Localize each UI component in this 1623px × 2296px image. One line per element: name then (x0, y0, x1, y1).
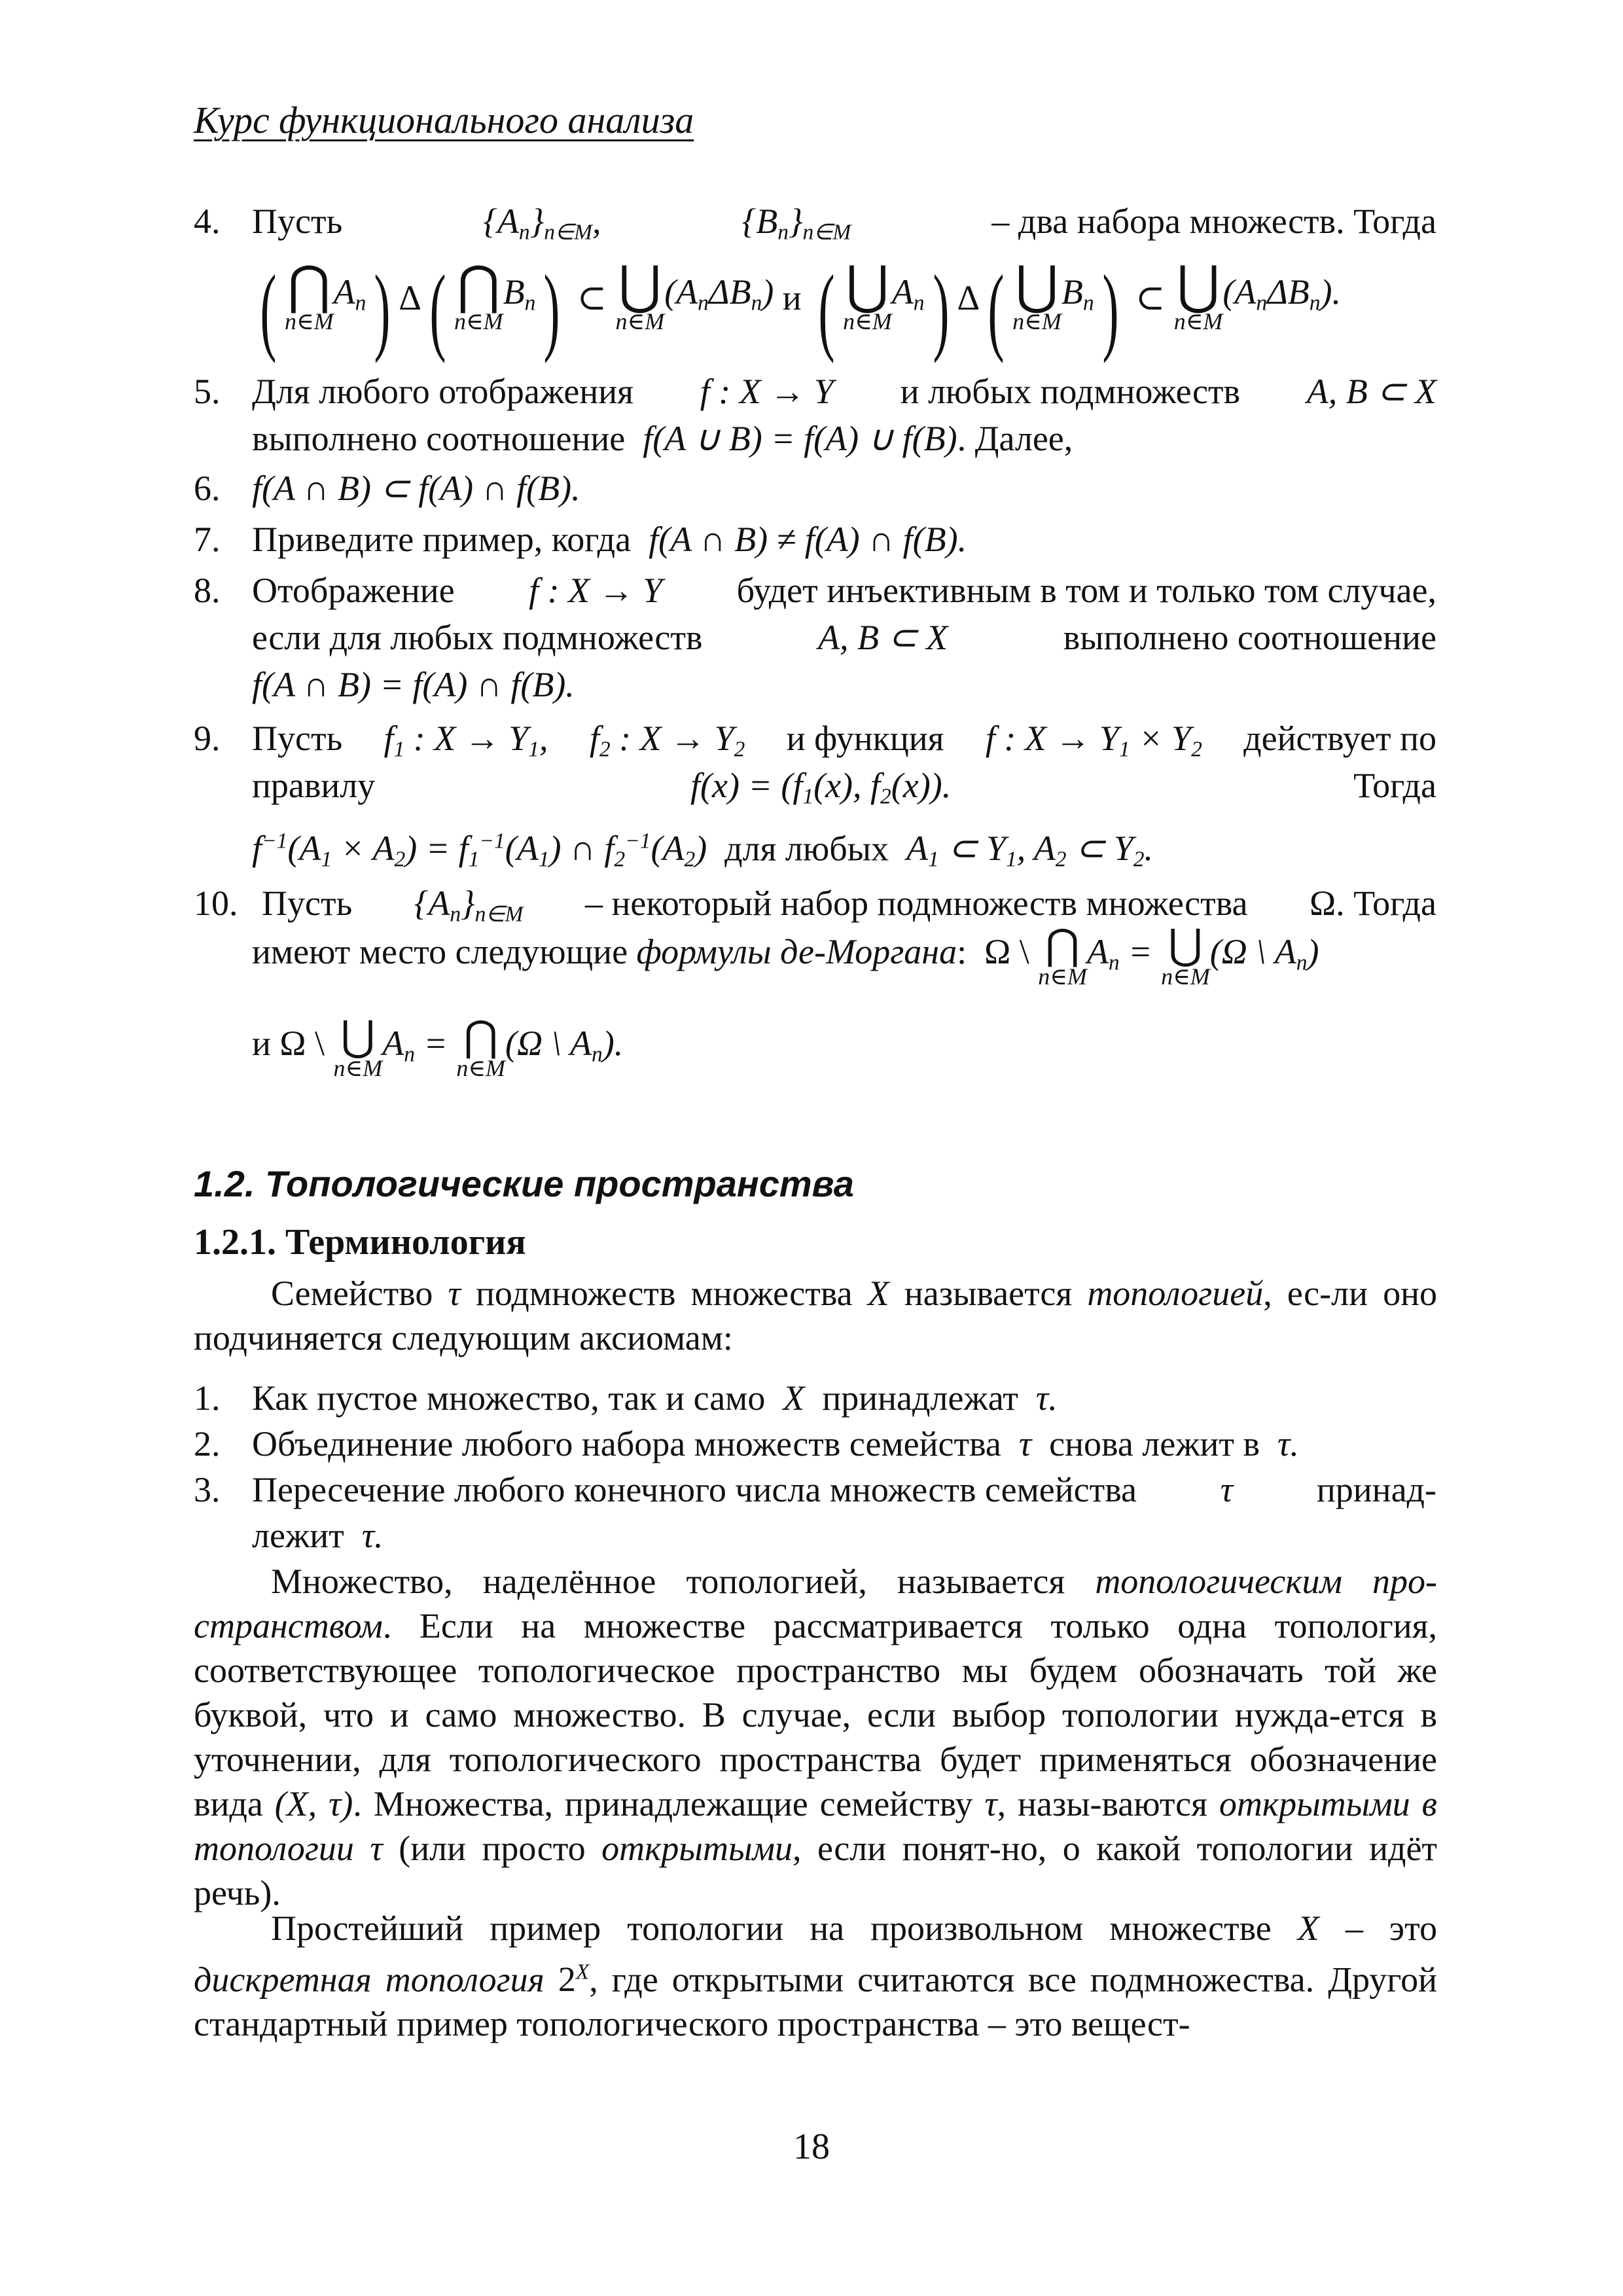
formula: $f^{-1}(A_1 \times A_2) = f_1^{-1}(A_1)$ ∩ $f_2^{-1}(A_2)$ (252, 829, 716, 872)
formula: (X, τ) (274, 1784, 353, 1823)
item-8-line-1 (252, 568, 1436, 613)
item-number: 8. (194, 571, 221, 610)
axiom-number: 1. (194, 1378, 221, 1418)
text: имеют место следующие (252, 932, 628, 971)
text: . Если на множестве рассматривается только одна топология, соответствующее топологическое пространство мы будем обозначать той же буквой, что и само множество. В случае, если выбор топологии нужда-ется в уточнении, для топологического пространства будет применяться обозначение вида (194, 1606, 1437, 1823)
text: если для любых подмножеств (252, 618, 703, 657)
text: снова лежит в (1049, 1424, 1260, 1463)
text: называется (904, 1274, 1073, 1313)
text: Другой стандартный пример топологического пространства – это вещест- (194, 1960, 1438, 2044)
word: Пусть (252, 202, 343, 241)
item-number: 9. (194, 719, 221, 758)
text: Семейство (271, 1274, 433, 1313)
text: – это (1345, 1909, 1437, 1948)
text: открытыми в топологии (194, 1784, 1437, 1868)
page-number: 18 (793, 2126, 830, 2167)
formula: f : X → Y (700, 372, 834, 411)
text: (или просто (399, 1829, 586, 1868)
text: и (252, 1024, 271, 1063)
item-10-line-2: имеют место следующие формулы де-Моргана : Ω \ ⋂ n∈M $A_n$ = ⋃ n∈M (Ω \ $A_n$) (252, 922, 1319, 990)
subsection-title: 1.2.1. Терминология (194, 1222, 526, 1263)
tau-symbol: τ. (1027, 1378, 1058, 1418)
formula: $2^X$ (558, 1960, 590, 2000)
item-10-line-1 (262, 881, 1436, 937)
tau-symbol: τ (448, 1274, 461, 1313)
formula: $f_1$ : $X \to Y_1$, (383, 719, 548, 762)
item-8-line-2 (252, 615, 1436, 660)
formula: A, B ⊂ X (1306, 372, 1436, 411)
text: Пусть (262, 884, 353, 923)
formula: $\{A_n\}_{n\in M}$ (414, 884, 524, 927)
formula: $f(x) = (f_1(x)$, $f_2(x)$). (690, 766, 952, 809)
text: , где открытыми считаются все подмножества. (589, 1960, 1315, 2000)
tau-symbol: τ. (1268, 1424, 1299, 1463)
x-symbol: X (1297, 1909, 1319, 1948)
axiom-number: 3. (194, 1470, 221, 1509)
x-symbol: X (867, 1274, 889, 1313)
formula: f(A ∪ B) = f(A) ∪ f(B) (633, 419, 957, 458)
text: Отображение (252, 571, 455, 610)
formula: $A_1$ ⊂ $Y_1$, $A_2$ ⊂ $Y_2$. (897, 829, 1153, 872)
axiom-2 (252, 1422, 1299, 1466)
text: топологическим про-странством (194, 1562, 1437, 1645)
text: для любых (724, 829, 889, 869)
tau-symbol: τ. (353, 1516, 383, 1555)
text: , назы-ваются (997, 1784, 1207, 1823)
text: правилу (252, 766, 376, 805)
text: . Тогда (1336, 884, 1436, 923)
text: Множество, наделённое топологией, называется (271, 1562, 1065, 1601)
text: , если понят-но, о какой топологии идёт речь). (194, 1829, 1438, 1912)
formula: $f_2$ : $X \to Y_2$ (589, 719, 745, 762)
text: формулы де-Моргана (636, 932, 957, 971)
item-9-line-3 (252, 819, 1153, 882)
tau-symbol: τ (1010, 1424, 1041, 1463)
paragraph-discrete-topology (194, 1906, 1437, 2046)
text: подмножеств множества (476, 1274, 853, 1313)
text: и функция (786, 719, 944, 758)
formula: Ω. Тогда (1310, 884, 1436, 923)
tau-symbol: τ (370, 1829, 383, 1868)
text: и любых подмножеств (900, 372, 1241, 411)
paragraph-definition (194, 1271, 1437, 1360)
formula: f(A ∩ B) = f(A) ∩ f(B). (252, 665, 575, 704)
axiom-1 (252, 1376, 1058, 1420)
text: Приведите пример, когда (252, 520, 632, 559)
text: Простейший пример топологии на произвольном множестве (271, 1909, 1272, 1948)
text: принадлежат (822, 1378, 1018, 1418)
text: Как пустое множество, так и само (252, 1378, 766, 1418)
item-4-line-1 (252, 199, 1436, 255)
text: Пусть (252, 719, 343, 758)
word: и (782, 278, 802, 317)
formula: f : $X \to Y_1 \times Y_2$ (985, 719, 1202, 762)
axiom-3-continuation (252, 1513, 383, 1558)
text: выполнено соотношение (252, 419, 626, 458)
item-5-line-2 (252, 416, 1073, 461)
item-number: 7. (194, 520, 221, 559)
item-number: 10. (194, 884, 238, 923)
item-number: 6. (194, 469, 221, 508)
paragraph-topological-space (194, 1559, 1437, 1915)
text: топологией (1087, 1274, 1264, 1313)
text: будет инъективным в том и только том случае, (736, 571, 1436, 610)
item-number: 4. (194, 202, 221, 241)
item-10-line-3: и Ω \ ⋃ n∈M $A_n$ = ⋂ n∈M (Ω \ $A_n$). (252, 1013, 624, 1081)
text: Пересечение любого конечного числа множеств семейства (252, 1470, 1137, 1509)
text: лежит (252, 1516, 344, 1555)
word: – два набора множеств. Тогда (991, 202, 1436, 241)
formula: f : X → Y (529, 571, 663, 610)
tau-symbol: τ (984, 1784, 997, 1823)
text: открытыми (601, 1829, 793, 1868)
formula: f(A ∩ B) ≠ f(A) ∩ f(B). (639, 520, 967, 559)
formula-set-a: $\{A_n\}_{n\in M}$, (483, 202, 601, 245)
running-header: Курс функционального анализа (194, 99, 694, 141)
item-number: 5. (194, 372, 221, 411)
axiom-number: 2. (194, 1424, 221, 1463)
item-7-line (252, 517, 967, 562)
formula: A, B ⊂ X (818, 618, 948, 657)
axiom-3 (252, 1467, 1436, 1512)
text: . Далее, (957, 419, 1073, 458)
text: . Множества, принадлежащие семейству (353, 1784, 973, 1823)
text: принад- (1316, 1470, 1436, 1509)
text: – некоторый набор подмножеств множества (584, 884, 1248, 923)
text: Для любого отображения (252, 372, 634, 411)
text: выполнено соотношение (1063, 618, 1436, 657)
item-9-line-2 (252, 763, 1436, 808)
text: Объединение любого набора множеств семейства (252, 1424, 1001, 1463)
item-5-line-1 (252, 369, 1436, 414)
text: действует по (1243, 719, 1436, 758)
formula: f(A ∩ B) ⊂ f(A) ∩ f(B). (252, 469, 580, 508)
text: , ес-ли оно подчиняется следующим аксиомам: (194, 1274, 1438, 1357)
formula-symmetric-difference: ( ⋂ n∈M $A_n$ ) Δ ( ⋂ n∈M $B_n$ ) ⊂ ⋃ n∈M $(A_n\Delta B_n)$ и ( ⋃ n∈M $A_n$ ) Δ ( ⋃ n∈M $B_n$ ) ⊂ ⋃ n∈M $(A_n\Delta B_n)$. (260, 255, 1341, 364)
section-title: 1.2. Топологические пространства (194, 1163, 854, 1204)
x-symbol: X (774, 1378, 813, 1418)
text: Тогда (1353, 766, 1436, 805)
text: дискретная топология (194, 1960, 544, 2000)
tau-symbol: τ (1220, 1470, 1234, 1509)
formula-set-b: $\{B_n\}_{n\in M}$ (741, 202, 851, 245)
